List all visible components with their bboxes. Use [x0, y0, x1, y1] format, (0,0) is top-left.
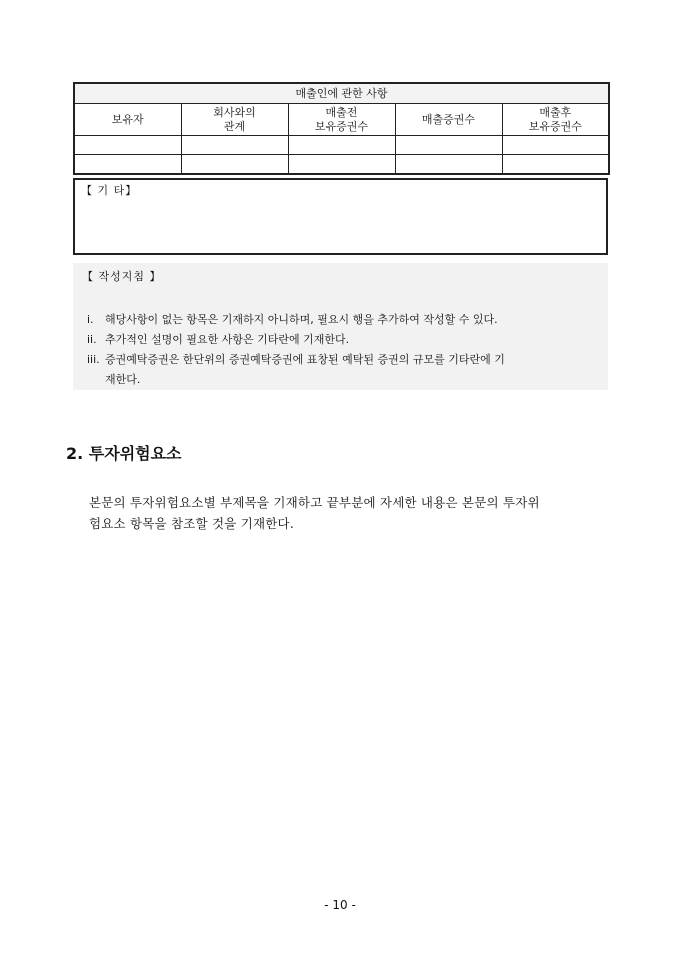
header-holder: 보유자: [74, 104, 181, 136]
header-relation: 회사와의 관계: [181, 104, 288, 136]
body-text-line: 본문의 투자위험요소별 부제목을 기재하고 끝부분에 자세한 내용은 본문의 투자위: [89, 495, 540, 510]
section-heading: 2. 투자위험요소: [66, 444, 182, 463]
guide-item: iii. 증권예탁증권은 한단위의 증권예탁증권에 표창된 예탁된 증권의 규모를 기타란에 기: [87, 353, 505, 366]
etc-box: [73, 178, 608, 255]
guide-item-continuation: 재한다.: [105, 373, 141, 386]
header-before-sale: 매출전 보유증권수: [288, 104, 395, 136]
body-text-line: 험요소 항목을 참조할 것을 기재한다.: [89, 516, 294, 531]
etc-label: 【 기 타】: [81, 184, 138, 197]
table-title: 매출인에 관한 사항: [74, 83, 609, 104]
guide-item: i. 해당사항이 없는 항목은 기재하지 아니하며, 필요시 행을 추가하여 작성할 수 있다.: [87, 313, 498, 326]
table-row: [74, 136, 609, 155]
page-number: - 10 -: [324, 898, 356, 912]
guide-title: 【 작성지침 】: [82, 270, 162, 283]
seller-info-table: [73, 82, 610, 175]
table-row: [74, 155, 609, 175]
writing-guide: [73, 263, 608, 390]
header-sale-count: 매출증권수: [395, 104, 502, 136]
guide-item: ii. 추가적인 설명이 필요한 사항은 기타란에 기재한다.: [87, 333, 350, 346]
header-after-sale: 매출후 보유증권수: [502, 104, 609, 136]
